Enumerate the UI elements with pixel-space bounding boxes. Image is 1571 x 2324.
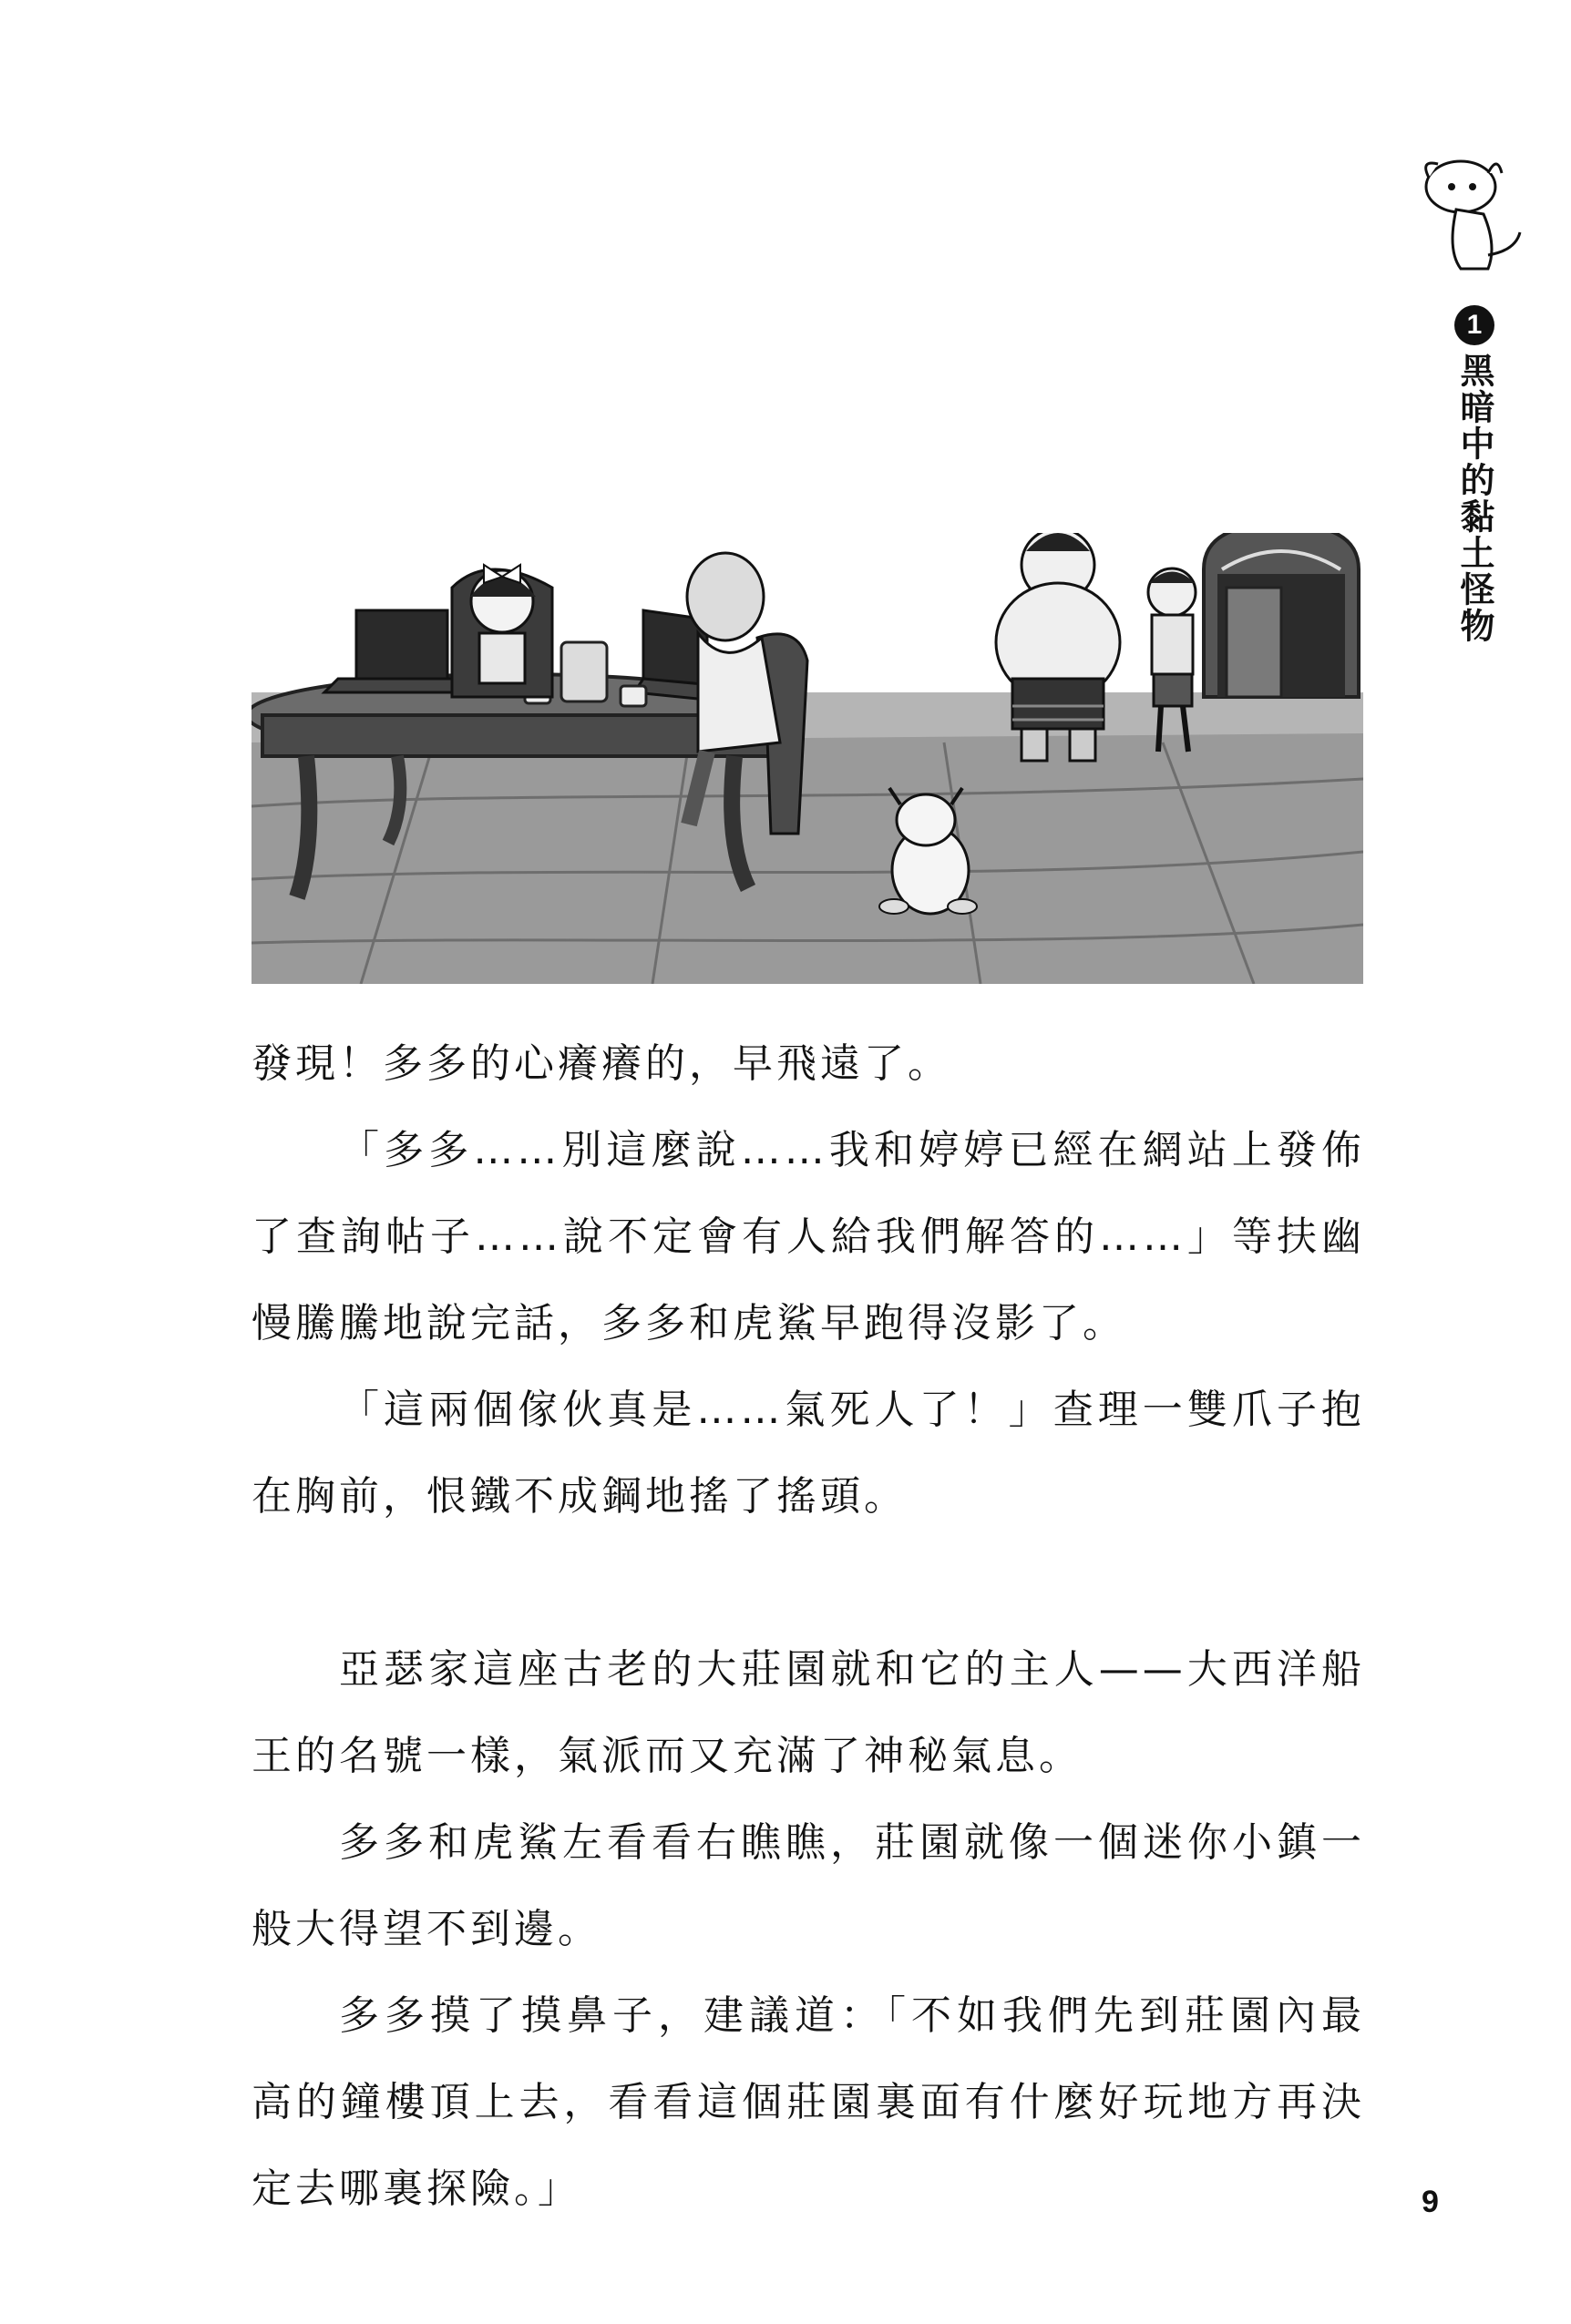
- paragraph: 多多和虎鯊左看看右瞧瞧，莊園就像一個迷你小鎮一般大得望不到邊。: [252, 1819, 1365, 1952]
- page-number: 9: [1422, 2185, 1439, 2219]
- paragraph: 「這兩個傢伙真是……氣死人了！」查理一雙爪子抱在胸前，恨鐵不成鋼地搖了搖頭。: [252, 1387, 1365, 1520]
- chapter-title: 黑暗中的黏土怪物: [1454, 353, 1494, 644]
- paragraph: 多多摸了摸鼻子，建議道：「不如我們先到莊園內最高的鐘樓頂上去，看看這個莊園裏面有什麼好玩地方再決定去哪裏探險。」: [252, 1992, 1365, 2212]
- section-break: [252, 1540, 1365, 1626]
- paragraph: 發現！多多的心癢癢的，早飛遠了。: [252, 1040, 951, 1087]
- body-text: [252, 1020, 1365, 2232]
- paragraph: 「多多……別這麼說……我和婷婷已經在網站上發佈了查詢帖子……說不定會有人給我們解答的……」等扶幽慢騰騰地說完話，多多和虎鯊早跑得沒影了。: [252, 1127, 1365, 1346]
- chapter-marker: [1447, 305, 1502, 644]
- room-scene-illustration: [252, 533, 1363, 984]
- chapter-number-badge: 1: [1454, 305, 1494, 345]
- paragraph: 亞瑟家這座古老的大莊園就和它的主人——大西洋船王的名號一樣，氣派而又充滿了神秘氣息。: [252, 1646, 1365, 1779]
- dog-mascot-icon: [1411, 150, 1529, 287]
